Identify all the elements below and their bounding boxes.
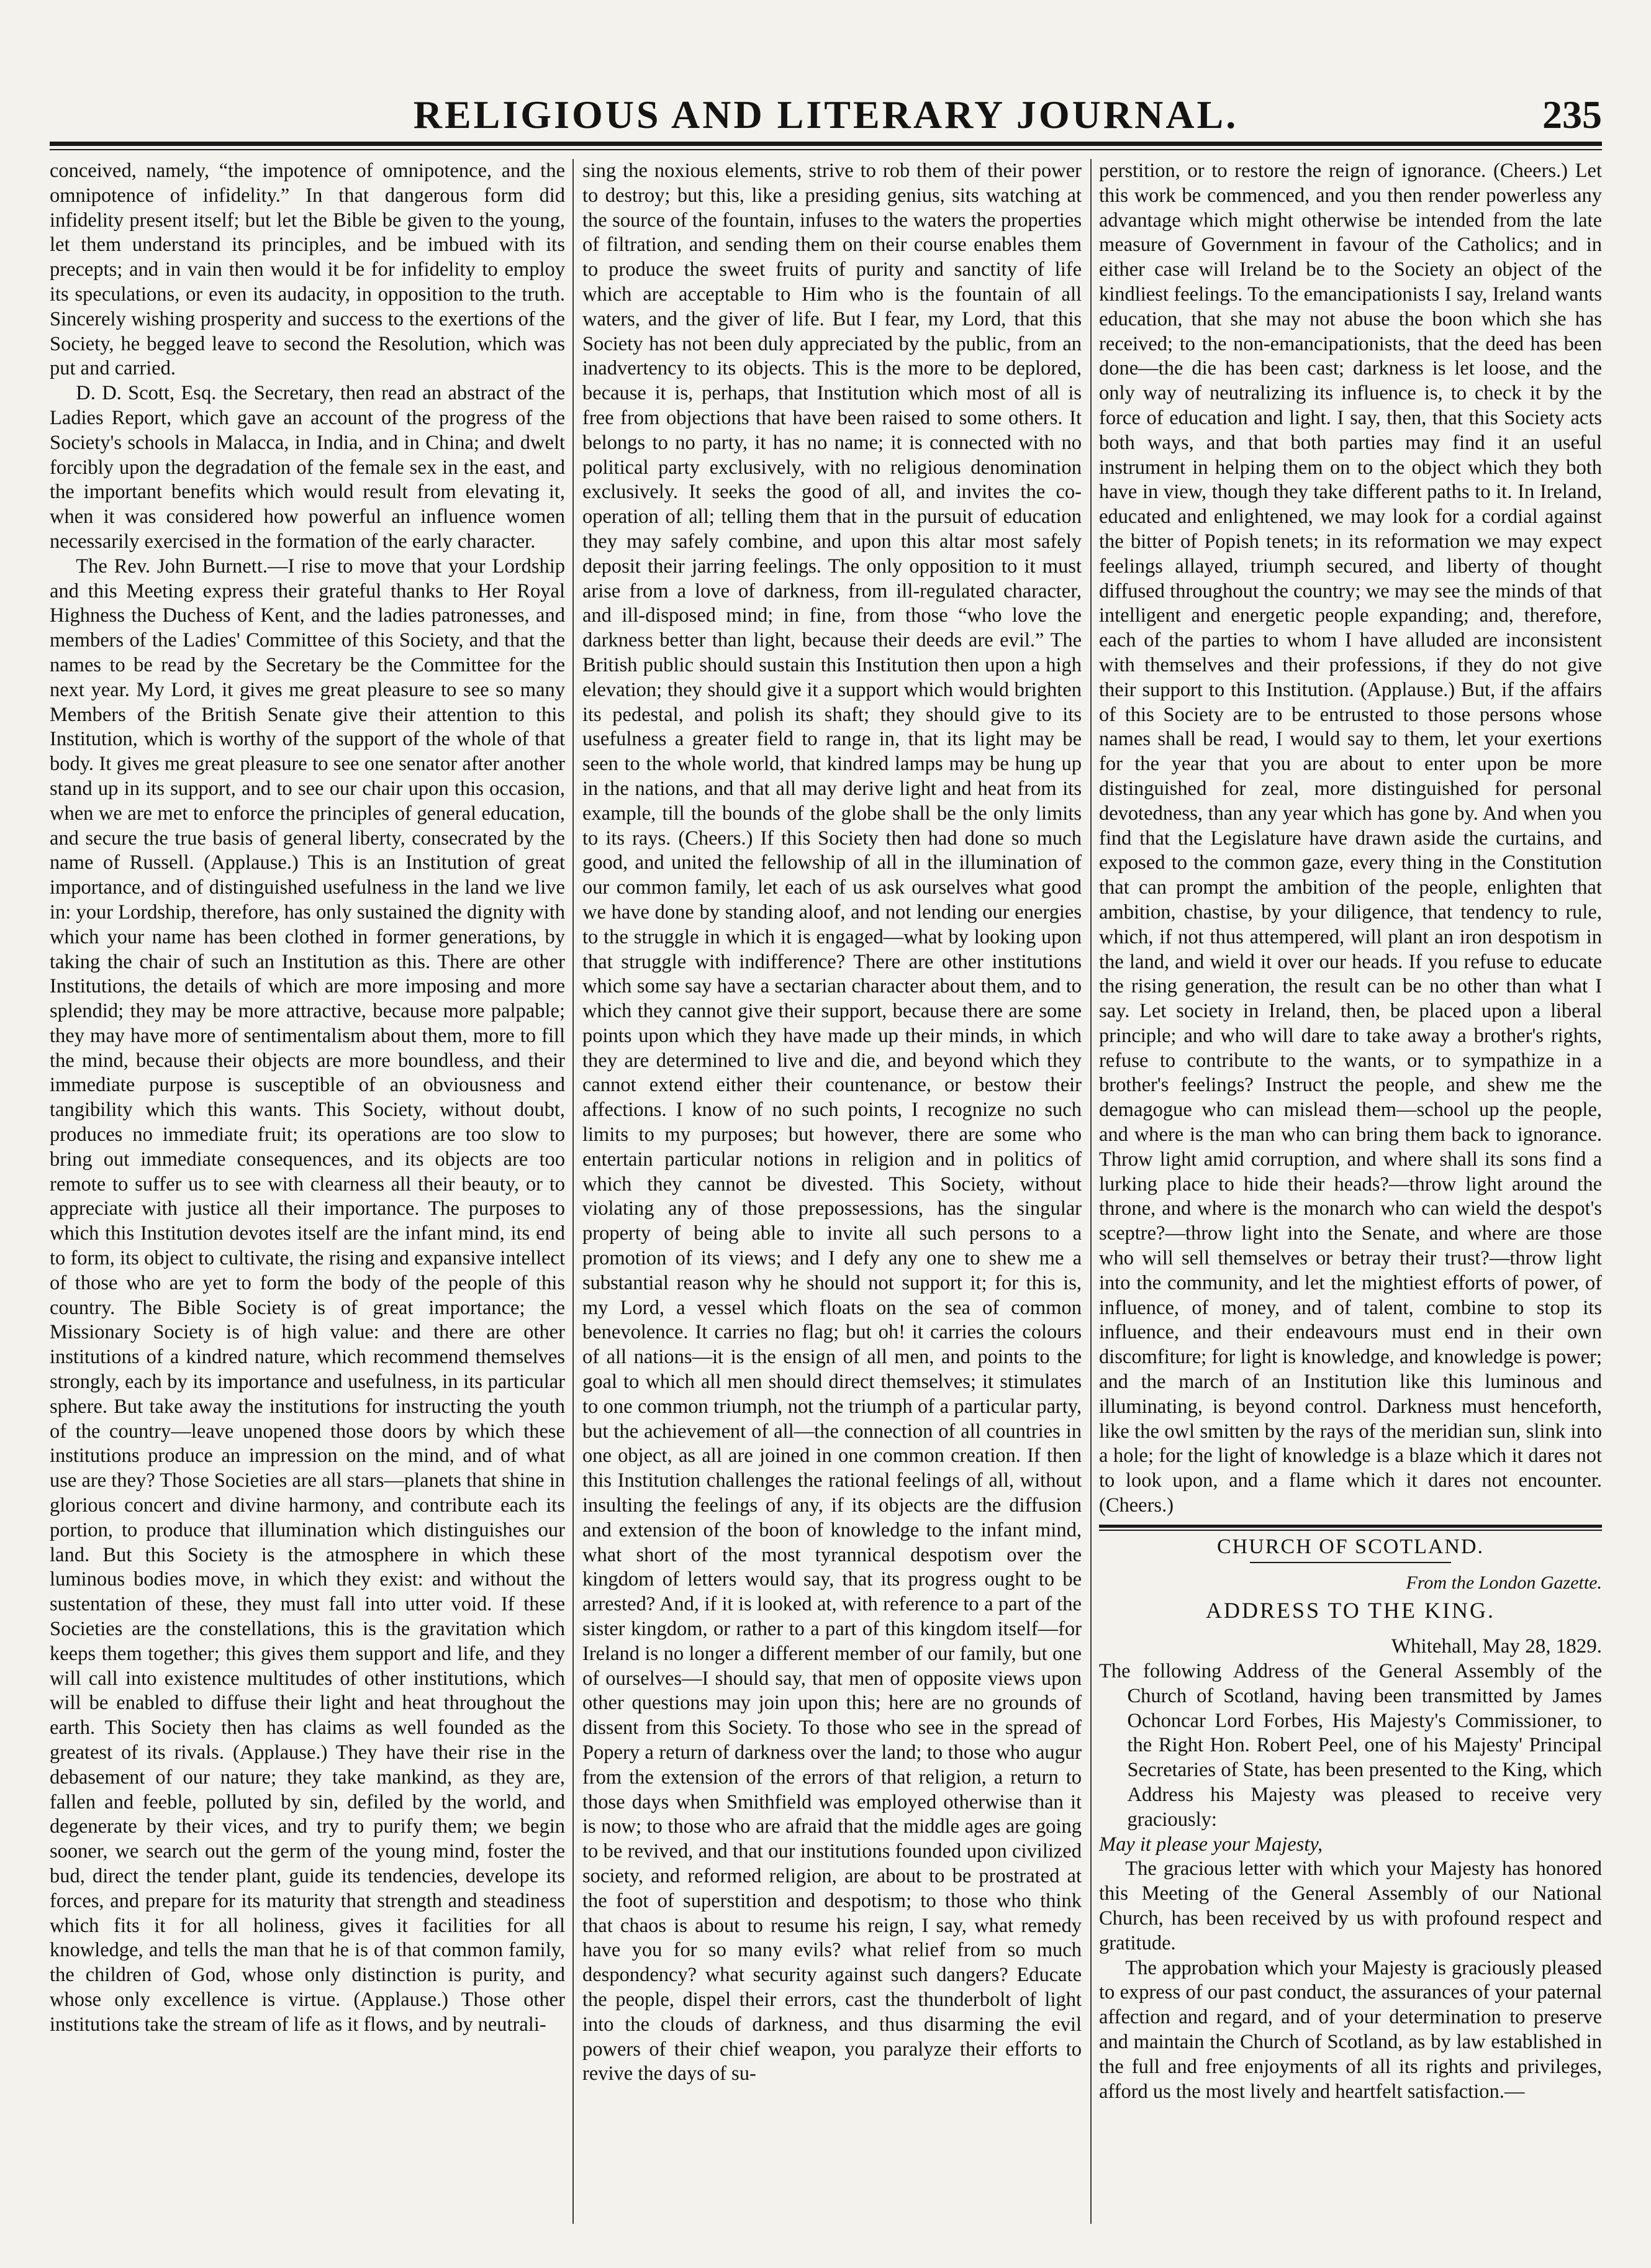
paragraph: perstition, or to restore the reign of ignorance. (Cheers.) Let this work be commenced, and you then render powerless any advantage which might otherwise be intended from the late measure of Government in favour of the Catholics; and in either case will Ireland be to the Society an object of the kindliest feelings. To the emancipationists I say, Ireland wants education, that she may not abuse the boon which she has received; to the non-emancipationists, that the deed has been done—the die has been cast; darkness is let loose, and the only way of neutralizing its influence is, to check it by the force of education and light. I say, then, that this Society acts both ways, and that both parties may find it an useful instrument in helping them on to the object which they both have in view, though they take different paths to it. In Ireland, educated and enlightened, we may look for a cordial against the bitter of Popish tenets; in its reformation we may expect feelings allayed, triumph secured, and liberty of thought diffused throughout the country; we may see the minds of that intelligent and energetic people expanding; and, therefore, each of the parties to whom I have alluded are inconsistent with themselves and their professions, if they do not give their support to this Institution. (Applause.) But, if the affairs of this Society are to be entrusted to those persons whose names shall be read, I would say to them, let your exertions for the year that you are about to enter upon be more distinguished for zeal, more distinguished for personal devotedness, than any year which has gone by. And when you find that the Legislature have drawn aside the curtains, and exposed to the common gaze, every thing in the Constitution that can prompt the ambition of the people, enlighten that ambition, chastise, by your diligence, that tendency to rule, which, if not thus attempered, will plant an iron despotism in the land, and wield it over our heads. If you refuse to educate the rising generation, the result can be no other than what I say. Let society in Ireland, then, be placed upon a liberal principle; and who will dare to take away a brother's rights, refuse to contribute to the wants, or to sympathize in a brother's feelings? Instruct the people, and shew me the demagogue who can mislead them—school up the people, and where is the man who can bring them back to ignorance. Throw light amid corruption, and where shall its sons find a lurking place to hide their heads?—throw light around the throne, and where is the monarch who can wield the despot's sceptre?—throw light into the Senate, and where are those who will sell themselves or betray their trust?—throw light into the community, and let the mightiest efforts of power, of influence, of money, and of talent, combine to stop its influence, and their endeavours must end in their own discomfiture; for light is knowledge, and knowledge is power; and the march of an Institution like this luminous and illuminating, is beyond control. Darkness must henceforth, like the owl smitten by the rays of the meridian sun, slink into a hole; for the light of knowledge is a blaze which it dares not to look upon, and a flame which it dares not encounter. (Cheers.) — [1099, 160, 1602, 1517]
section-heading: CHURCH OF SCOTLAND. — [1217, 1535, 1484, 1558]
section-divider — [1099, 1525, 1602, 1531]
paragraph: The Rev. John Burnett.—I rise to move that your Lordship and this Meeting express their grateful thanks to Her Royal Highness the Duchess of Kent, and the ladies patronesses, and members of the Ladies' Committee of this Society, and that the names to be read by the Secretary be the Committee for the next year. My Lord, it gives me great pleasure to see so many Members of the British Senate give their attention to this Institution, which is worthy of the support of the whole of that body. It gives me great pleasure to see one senator after another stand up in its support, and to see our chair upon this occasion, when we are met to enforce the principles of general education, and secure the true basis of general liberty, consecrated by the name of Russell. (Applause.) This is an Institution of great importance, and of distinguished usefulness in the land we live in: your Lordship, therefore, has only sustained the dignity with which your name has been clothed in former generations, by taking the chair of such an Institution as this. There are other Institutions, the details of which are more imposing and more splendid; they may be more attractive, because more palpable; they may have more of sentimentalism about them, more to fill the mind, because their objects are more boundless, and their immediate purpose is susceptible of an obviousness and tangibility which this wants. This Society, without doubt, produces no immediate fruit; its operations are too slow to bring out immediate consequences, and its objects are too remote to suffer us to see with clearness all their beauty, or to appreciate with justice all their importance. The purposes to which this Institution devotes itself are the infant mind, its end to form, its object to cultivate, the rising and expansive intellect of those who are yet to form the body of the people of this country. The Bible Society is of great importance; the Missionary Society is of high value: and there are other institutions of a kindred nature, which recommend themselves strongly, each by its importance and usefulness, in its particular sphere. But take away the institutions for instructing the youth of the country—leave unopened those doors by which these institutions produce an impression on the mind, and of what use are they? Those Societies are all stars—planets that shine in glorious concert and divine harmony, and contribute each its portion, to produce that illumination which distinguishes our land. But this Society is the atmosphere in which these luminous bodies move, in which they exist: and without the sustentation of these, they must fall into utter void. If these Societies are the constellations, this is the gravitation which keeps them together; this gives them support and life, and they will call into existence multitudes of other institutions, which will be enabled to diffuse their light and heat throughout the earth. This Society then has claims as well founded as the greatest of its rivals. (Applause.) They have their rise in the debasement of our nature; they take mankind, as they are, fallen and feeble, polluted by sin, defiled by the world, and degenerate by their vices, and try to purify them; we begin sooner, we search out the germ of the young mind, foster the bud, direct the tender plant, guide its tendencies, develope its forces, and prepare for its maturity that strength and steadiness which fits it for all holiness, gives it facilities for all knowledge, and tells the man that he is of that common family, the children of God, whose only distinction is purity, and whose only excellence is virtue. (Applause.) Those other institutions take the stream of life as it flows, and by neutrali- — [50, 555, 565, 2036]
column-2 — [582, 159, 1082, 2224]
column-3 — [1099, 159, 1602, 2224]
column-1 — [50, 159, 565, 2224]
section-underline — [1250, 1562, 1451, 1563]
paragraph: conceived, namely, “the impotence of omnipotence, and the omnipotence of infidelity.” In that dangerous form did infidelity present itself; but let the Bible be given to the young, let them understand its principles, and be imbued with its precepts; and in vain then would it be for infidelity to employ its speculations, or even its audacity, in opposition to the truth. Sincerely wishing prosperity and success to the exertions of the Society, he begged leave to second the Resolution, which was put and carried. — [50, 160, 565, 380]
header-rule-thin — [50, 149, 1602, 150]
masthead — [50, 93, 1602, 137]
address-paragraph: The gracious letter with which your Majesty has honored this Meeting of the General Assembly of our National Church, has been received by us with profound respect and gratitude. — [1099, 1857, 1602, 1954]
address-paragraph: The approbation which your Majesty is graciously pleased to express of our past conduct, the assurances of your paternal affection and regard, and of your determination to preserve and maintain the Church of Scotland, as by law established in the full and free enjoyments of all its rights and privileges, afford us the most lively and heartfelt satisfaction.— — [1099, 1956, 1602, 2103]
running-title: RELIGIOUS AND LITERARY JOURNAL. — [413, 93, 1239, 137]
column-divider — [572, 159, 574, 2224]
header-rule-thick — [50, 142, 1602, 146]
dateline: Whitehall, May 28, 1829. — [1391, 1635, 1602, 1658]
paragraph: sing the noxious elements, strive to rob them of their power to destroy; but this, like a presiding genius, sits watching at the source of the fountain, infuses to the waters the properties of filtration, and sending them on their course enables them to produce the sweet fruits of purity and sanctity of life which are acceptable to Him who is the fountain of all waters, and the giver of life. But I fear, my Lord, that this Society has not been duly appreciated by the public, from an inadvertency to its objects. This is the more to be deplored, because it is, perhaps, that Institution which most of all is free from objections that have been raised to some others. It belongs to no party, it has no name; it is connected with no political party exclusively, with no religious denomination exclusively. It seeks the good of all, and invites the co-operation of all; telling them that in the pursuit of education they may safely combine, and upon this altar most safely deposit their jarring feelings. The only opposition to it must arise from a love of darkness, from ill-regulated character, and ill-disposed mind; in fine, from those “who love the darkness better than light, because their deeds are evil.” The British public should sustain this Institution then upon a high elevation; they should give it a support which would brighten its pedestal, and polish its shaft; they should give to its usefulness a greater field to range in, that its light may be seen to the whole world, that kindred lamps may be hung up in the nations, and that all may derive light and heat from its example, till the bounds of the globe shall be the only limits to its rays. (Cheers.) If this Society then had done so much good, and united the fellowship of all in the illumination of our common family, let each of us ask ourselves what good we have done by standing aloof, and not lending our energies to the struggle in which it is engaged—what by looking upon that struggle with indifference? There are other institutions which some say have a sectarian character about them, and to which they cannot give their support, because there are some points upon which they have made up their minds, in which they are determined to live and die, and beyond which they cannot extend either their countenance, or bestow their affections. I know of no such points, I recognize no such limits to my purposes; but however, there are some who entertain particular notions in religion and in politics of which they cannot be divested. This Society, without violating any of those prepossessions, has the singular property of being able to invite all such persons to a promotion of its views; and I defy any one to shew me a substantial reason why he should not support it; for this is, my Lord, a vessel which floats on the sea of common benevolence. It carries no flag; but oh! it carries the colours of all nations—it is the ensign of all men, and points to the goal to which all men should direct themselves; it stimulates to one common triumph, not the triumph of a particular party, but the achievement of all—the connection of all countries in one object, as all are joined in one common creation. If then this Institution challenges the rational feelings of all, without insulting the feelings of any, if its objects are the diffusion and extension of the boon of knowledge to the infant mind, what short of the most tyrannical despotism over the kingdom of letters would say, that its progress ought to be arrested? And, if it is looked at, with reference to a part of the sister kingdom, or rather to a part of this kingdom itself—for Ireland is no longer a different member of our family, but one of ourselves—I should say, that men of opposite views upon other questions may join upon this; here are no grounds of dissent from this Society. To those who see in the spread of Popery a return of darkness over the land; to those who augur from the extension of the errors of that religion, a return to those days when Smithfield was employed otherwise than it is now; to those who are afraid that the middle ages are going to be revived, and that our institutions founded upon civilized society, and reformed religion, are about to be prostrated at the foot of superstition and despotism; to those who think that chaos is about to resume his reign, I say, what remedy have you for so many evils? what relief from so much despondency? what security against such dangers? Educate the people, dispel their errors, cast the thunderbolt of light into the clouds of darkness, and thus disarming the evil powers of their chief weapon, you paralyze their efforts to revive the days of su- — [582, 160, 1082, 2085]
page-number: 235 — [1542, 93, 1602, 137]
article-subheading: ADDRESS TO THE KING. — [1205, 1598, 1496, 1623]
intro-paragraph: The following Address of the General Assembly of the Church of Scotland, having been transmitted by James Ochoncar Lord Forbes, His Majesty's Commissioner, to the Right Hon. Robert Peel, one of his Majesty' Principal Secretaries of State, has been presented to the King, which Address his Majesty was pleased to receive very graciously: — [1099, 1660, 1602, 1831]
column-divider — [1090, 159, 1092, 2224]
source-credit: From the London Gazette. — [1406, 1572, 1602, 1593]
salutation: May it please your Majesty, — [1099, 1833, 1323, 1856]
paragraph: D. D. Scott, Esq. the Secretary, then read an abstract of the Ladies Report, which gave an account of the progress of the Society's schools in Malacca, in India, and in China; and dwelt forcibly upon the degradation of the female sex in the east, and the important benefits which would result from elevating it, when it was considered how powerful an influence women necessarily exercised in the formation of the early character. — [50, 382, 565, 553]
